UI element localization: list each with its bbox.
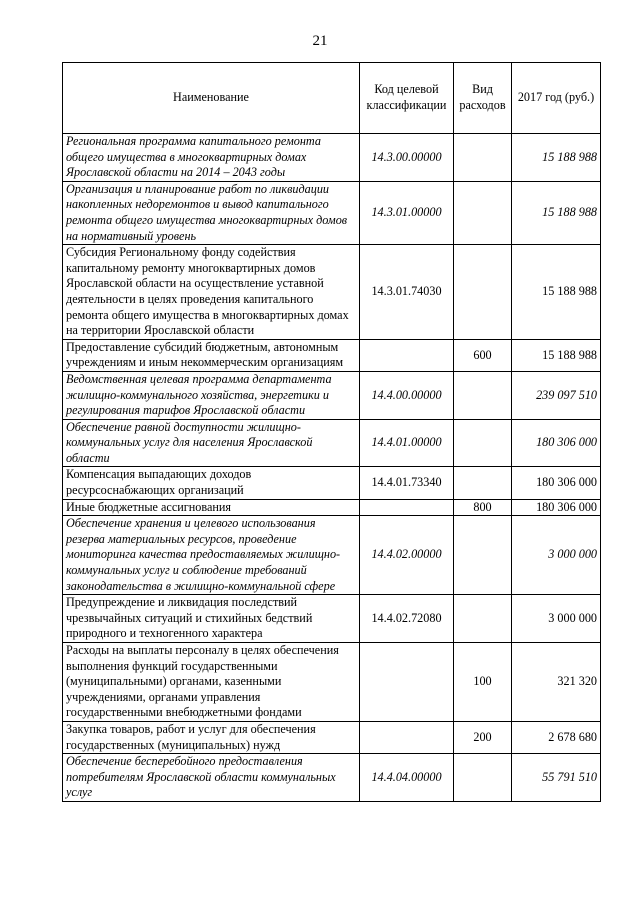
row-name-cell: Обеспечение бесперебойного предоставления потребителям Ярославской области коммунальных услуг — [63, 754, 360, 802]
row-name-cell: Региональная программа капитального ремонта общего имущества в многоквартирных домах Ярославской области на 2014 – 2043 годы — [63, 134, 360, 182]
row-code-cell: 14.4.01.73340 — [360, 467, 454, 499]
row-code-cell — [360, 499, 454, 516]
row-name-cell: Иные бюджетные ассигнования — [63, 499, 360, 516]
row-name-cell: Предоставление субсидий бюджетным, автономным учреждениям и иным некоммерческим организациям — [63, 339, 360, 371]
row-code-cell: 14.3.01.74030 — [360, 245, 454, 340]
row-amount-cell: 180 306 000 — [512, 467, 601, 499]
row-type-cell — [454, 467, 512, 499]
row-code-cell — [360, 339, 454, 371]
row-code-cell: 14.4.04.00000 — [360, 754, 454, 802]
row-amount-cell: 55 791 510 — [512, 754, 601, 802]
row-type-cell: 600 — [454, 339, 512, 371]
row-amount-cell: 15 188 988 — [512, 134, 601, 182]
row-type-cell — [454, 754, 512, 802]
column-header-name: Наименование — [63, 63, 360, 134]
row-type-cell — [454, 419, 512, 467]
table-row — [63, 371, 601, 419]
table-row — [63, 595, 601, 643]
row-type-cell: 200 — [454, 721, 512, 753]
row-code-cell — [360, 643, 454, 722]
row-amount-cell: 239 097 510 — [512, 371, 601, 419]
row-name-cell: Субсидия Региональному фонду содействия капитальному ремонту многоквартирных домов Ярославской области на осуществление уставной деятельности в целях проведения капитального ремонта общего имущества в многоквартирных домах на территории Ярославской области — [63, 245, 360, 340]
table-body — [63, 134, 601, 802]
table-row — [63, 339, 601, 371]
row-amount-cell: 180 306 000 — [512, 419, 601, 467]
table-row — [63, 721, 601, 753]
row-type-cell: 100 — [454, 643, 512, 722]
budget-table — [62, 62, 601, 802]
column-header-amount: 2017 год (руб.) — [512, 63, 601, 134]
row-name-cell: Закупка товаров, работ и услуг для обеспечения государственных (муниципальных) нужд — [63, 721, 360, 753]
column-header-type: Вид расходов — [454, 63, 512, 134]
table-row — [63, 134, 601, 182]
table-header-row — [63, 63, 601, 134]
row-code-cell: 14.4.02.00000 — [360, 516, 454, 595]
row-code-cell: 14.3.00.00000 — [360, 134, 454, 182]
row-amount-cell: 3 000 000 — [512, 516, 601, 595]
row-code-cell: 14.4.02.72080 — [360, 595, 454, 643]
row-amount-cell: 15 188 988 — [512, 181, 601, 244]
row-name-cell: Ведомственная целевая программа департамента жилищно-коммунального хозяйства, энергетики и регулирования тарифов Ярославской области — [63, 371, 360, 419]
table-row — [63, 419, 601, 467]
row-code-cell: 14.3.01.00000 — [360, 181, 454, 244]
row-type-cell: 800 — [454, 499, 512, 516]
column-header-code: Код целевой классификации — [360, 63, 454, 134]
table-row — [63, 516, 601, 595]
table-row — [63, 499, 601, 516]
row-name-cell: Предупреждение и ликвидация последствий чрезвычайных ситуаций и стихийных бедствий природного и техногенного характера — [63, 595, 360, 643]
row-amount-cell: 15 188 988 — [512, 339, 601, 371]
row-code-cell: 14.4.01.00000 — [360, 419, 454, 467]
row-type-cell — [454, 516, 512, 595]
row-code-cell: 14.4.00.00000 — [360, 371, 454, 419]
row-amount-cell: 180 306 000 — [512, 499, 601, 516]
table-row — [63, 754, 601, 802]
table-row — [63, 181, 601, 244]
row-amount-cell: 3 000 000 — [512, 595, 601, 643]
row-type-cell — [454, 134, 512, 182]
row-name-cell: Расходы на выплаты персоналу в целях обеспечения выполнения функций государственными (муниципальными) органами, казенными учреждениями, органами управления государственными внебюджетными фондами — [63, 643, 360, 722]
row-type-cell — [454, 595, 512, 643]
page-number: 21 — [312, 33, 328, 49]
table-row — [63, 643, 601, 722]
row-amount-cell: 2 678 680 — [512, 721, 601, 753]
row-name-cell: Обеспечение равной доступности жилищно-коммунальных услуг для населения Ярославской области — [63, 419, 360, 467]
row-type-cell — [454, 371, 512, 419]
row-name-cell: Компенсация выпадающих доходов ресурсоснабжающих организаций — [63, 467, 360, 499]
row-amount-cell: 15 188 988 — [512, 245, 601, 340]
row-code-cell — [360, 721, 454, 753]
table-row — [63, 467, 601, 499]
row-name-cell: Организация и планирование работ по ликвидации накопленных недоремонтов и вывод капитального ремонта общего имущества многоквартирных домов на нормативный уровень — [63, 181, 360, 244]
row-type-cell — [454, 181, 512, 244]
row-name-cell: Обеспечение хранения и целевого использования резерва материальных ресурсов, проведение мониторинга качества предоставляемых жилищно-коммунальных услуг и соблюдение требований законодательства в жилищно-коммунальной сфере — [63, 516, 360, 595]
row-type-cell — [454, 245, 512, 340]
row-amount-cell: 321 320 — [512, 643, 601, 722]
table-row — [63, 245, 601, 340]
